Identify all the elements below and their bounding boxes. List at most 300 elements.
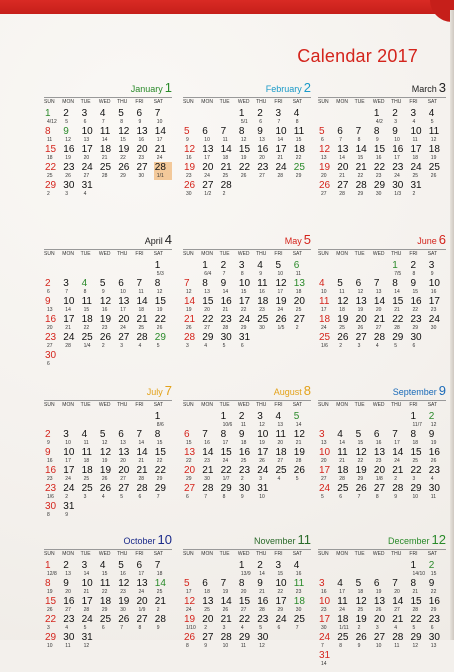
day-number: 1	[410, 560, 417, 571]
lunar-date: 11	[83, 440, 89, 446]
day-number: 19	[355, 614, 367, 625]
day-number: 13	[373, 447, 386, 458]
day-number: 26	[293, 465, 305, 476]
day-cell	[428, 278, 446, 296]
day-cell	[220, 260, 238, 278]
lunar-date: 14	[138, 440, 145, 446]
lunar-date: 10	[412, 494, 419, 500]
lunar-date: 15	[240, 289, 247, 295]
day-cell	[44, 350, 62, 368]
day-cell	[355, 447, 373, 465]
day-number: 18	[81, 465, 93, 476]
day-number: 3	[81, 108, 88, 119]
day-number: 23	[428, 465, 440, 476]
day-number: 13	[355, 296, 367, 307]
day-number: 27	[293, 314, 305, 325]
lunar-date: 12	[357, 289, 364, 295]
day-cell	[373, 296, 391, 314]
day-cell	[256, 483, 274, 501]
day-cell	[428, 429, 446, 447]
lunar-date: 19	[47, 589, 53, 595]
month-name: January	[130, 84, 163, 94]
day-number: 1	[238, 108, 245, 119]
day-cell	[355, 596, 373, 614]
day-number: 12	[319, 144, 331, 155]
day-number: 5	[355, 578, 362, 589]
day-number: 23	[63, 162, 75, 173]
weekday-label: THU	[117, 251, 128, 257]
lunar-date: 22	[412, 307, 419, 313]
lunar-date: 6	[47, 289, 50, 295]
day-number: 11	[81, 296, 92, 307]
weekday-label: TUE	[80, 551, 91, 557]
lunar-date: 15	[430, 571, 437, 577]
day-number: 18	[293, 144, 305, 155]
lunar-date: 6/4	[204, 271, 212, 277]
lunar-date: 2	[65, 494, 69, 500]
day-number: 7	[220, 126, 227, 137]
month-title	[388, 532, 446, 548]
lunar-date: 29	[295, 173, 302, 179]
lunar-date: 7	[204, 494, 208, 500]
day-number: 14	[136, 447, 148, 458]
lunar-date: 16	[101, 307, 108, 313]
day-number: 14	[220, 144, 232, 155]
lunar-date: 15	[156, 440, 163, 446]
lunar-date: 4/2	[375, 119, 383, 125]
days-grid	[44, 260, 172, 370]
day-cell	[355, 632, 373, 650]
lunar-date: 24	[156, 155, 163, 161]
day-number: 25	[428, 162, 440, 173]
days-grid	[183, 411, 311, 521]
day-cell	[117, 429, 135, 447]
day-cell	[81, 483, 99, 501]
lunar-date: 14	[83, 571, 90, 577]
day-cell	[154, 483, 172, 501]
lunar-date: 13	[430, 643, 437, 649]
lunar-date: 8	[375, 494, 379, 500]
day-number: 4	[293, 560, 300, 571]
day-cell	[373, 314, 391, 332]
month-title	[417, 232, 446, 248]
day-number: 26	[275, 314, 287, 325]
lunar-date: 14	[277, 137, 284, 143]
day-number: 20	[184, 465, 196, 476]
lunar-date: 14	[295, 422, 302, 428]
day-cell	[256, 278, 274, 296]
lunar-date: 24	[120, 325, 126, 331]
days-grid	[318, 560, 446, 670]
lunar-date: 17	[120, 307, 126, 313]
lunar-date: 11	[47, 137, 53, 143]
day-cell	[410, 260, 428, 278]
day-cell	[318, 650, 336, 668]
day-cell	[136, 429, 154, 447]
day-cell	[318, 180, 336, 198]
lunar-date: 9	[101, 289, 105, 295]
month-number: 12	[431, 532, 446, 547]
lunar-date: 9	[204, 643, 208, 649]
day-number: 27	[373, 632, 386, 643]
day-cell	[136, 108, 154, 126]
day-cell	[256, 632, 274, 650]
day-cell	[373, 483, 391, 501]
day-cell	[428, 314, 446, 332]
day-cell	[154, 447, 172, 465]
day-number: 6	[373, 429, 380, 440]
lunar-date: 2	[394, 476, 397, 482]
lunar-date: 13	[321, 440, 327, 446]
day-number: 14	[184, 296, 196, 307]
day-cell	[256, 260, 274, 278]
day-cell	[293, 162, 311, 180]
day-number: 13	[136, 578, 148, 589]
day-cell	[44, 180, 62, 198]
day-number: 1	[45, 560, 51, 571]
day-number: 31	[410, 180, 422, 191]
lunar-date: 24	[394, 458, 400, 464]
day-number: 20	[373, 465, 386, 476]
day-number: 26	[184, 632, 196, 643]
lunar-date: 3	[222, 625, 226, 631]
lunar-date: 30	[120, 607, 126, 613]
lunar-date: 5	[156, 343, 160, 349]
day-cell	[44, 278, 62, 296]
day-cell	[373, 447, 391, 465]
day-number: 13	[136, 126, 148, 137]
lunar-date: 12	[156, 289, 163, 295]
day-number: 21	[154, 596, 166, 607]
day-cell	[62, 578, 80, 596]
lunar-date: 16	[47, 458, 53, 464]
month-title	[147, 383, 172, 399]
day-cell	[336, 332, 354, 350]
day-cell	[117, 578, 135, 596]
day-cell	[62, 144, 80, 162]
lunar-date: 2	[339, 343, 343, 349]
day-number: 19	[337, 314, 349, 325]
day-cell	[373, 332, 391, 350]
day-number: 2	[220, 260, 227, 271]
lunar-date: 2	[412, 191, 416, 197]
day-cell	[99, 144, 117, 162]
lunar-date: 13	[375, 289, 382, 295]
day-cell	[410, 162, 428, 180]
lunar-date: 4	[375, 343, 379, 349]
month-june	[318, 232, 446, 372]
day-cell	[62, 296, 80, 314]
weekday-header	[183, 249, 311, 259]
day-number: 22	[202, 314, 214, 325]
day-cell	[336, 126, 354, 144]
lunar-date: 8	[186, 643, 189, 649]
day-cell	[428, 596, 446, 614]
month-number: 5	[303, 232, 311, 247]
day-number: 13	[202, 596, 214, 607]
lunar-date: 22	[120, 155, 126, 161]
day-cell	[391, 314, 409, 332]
day-number: 7	[136, 278, 143, 289]
lunar-date: 9	[240, 494, 244, 500]
lunar-date: 30	[204, 476, 210, 482]
month-name: September	[392, 387, 437, 397]
day-number: 26	[319, 180, 331, 191]
lunar-date: 9	[430, 271, 434, 277]
day-number: 23	[392, 162, 404, 173]
day-number: 1	[154, 411, 161, 422]
day-number: 2	[45, 278, 51, 289]
lunar-date: 24	[321, 325, 327, 331]
weekday-label: TUE	[80, 99, 91, 105]
lunar-date: 3	[375, 625, 379, 631]
day-cell	[318, 278, 336, 296]
day-cell	[117, 447, 135, 465]
weekday-label: TUE	[354, 251, 365, 257]
day-cell	[44, 465, 62, 483]
lunar-date: 14	[259, 571, 265, 577]
weekday-label: FRI	[135, 99, 144, 105]
weekday-label: SUN	[183, 402, 194, 408]
day-cell	[220, 447, 238, 465]
lunar-date: 6	[430, 625, 434, 631]
day-number: 10	[257, 429, 269, 440]
day-cell	[117, 614, 135, 632]
day-number: 1	[202, 260, 208, 271]
day-cell	[81, 126, 99, 144]
lunar-date: 1/6	[321, 343, 328, 349]
day-number: 3	[319, 429, 325, 440]
lunar-date: 1/10	[186, 625, 196, 631]
day-cell	[410, 180, 428, 198]
day-number: 28	[184, 332, 196, 343]
day-number: 7	[136, 429, 143, 440]
weekday-label: FRI	[409, 99, 418, 105]
day-cell	[201, 447, 219, 465]
day-cell	[256, 447, 274, 465]
weekday-label: WED	[98, 251, 111, 257]
day-number: 6	[184, 429, 190, 440]
day-cell	[391, 632, 409, 650]
day-cell	[154, 108, 172, 126]
lunar-date: 16	[259, 289, 265, 295]
day-number: 18	[337, 614, 349, 625]
weekday-label: TUE	[219, 402, 230, 408]
day-cell	[154, 465, 172, 483]
day-cell	[391, 465, 409, 483]
day-cell	[238, 411, 256, 429]
day-cell	[117, 596, 135, 614]
day-cell	[410, 314, 428, 332]
weekday-header	[318, 97, 446, 107]
day-number: 22	[154, 314, 166, 325]
day-number: 15	[410, 596, 422, 607]
lunar-date: 23	[321, 607, 327, 613]
day-number: 21	[392, 465, 404, 476]
day-number: 4	[81, 429, 88, 440]
day-number: 25	[99, 614, 112, 625]
lunar-date: 5	[430, 119, 434, 125]
day-cell	[318, 162, 336, 180]
lunar-date: 23	[430, 307, 437, 313]
day-number: 24	[319, 483, 331, 494]
lunar-date: 17	[186, 589, 192, 595]
month-name: July	[146, 387, 163, 397]
lunar-date: 10	[47, 643, 53, 649]
day-cell	[44, 332, 62, 350]
day-number: 30	[63, 632, 75, 643]
day-number: 9	[45, 447, 51, 458]
day-cell	[136, 296, 154, 314]
weekday-label: THU	[117, 99, 128, 105]
day-cell	[136, 447, 154, 465]
day-cell	[391, 108, 409, 126]
day-cell	[391, 296, 409, 314]
day-cell	[183, 465, 201, 483]
day-number: 19	[118, 596, 130, 607]
lunar-date: 20	[65, 589, 71, 595]
day-number: 12	[118, 578, 130, 589]
day-number: 24	[81, 614, 93, 625]
lunar-date: 9	[47, 440, 50, 446]
day-number: 25	[257, 314, 269, 325]
weekday-label: MON	[336, 551, 348, 557]
day-cell	[81, 560, 99, 578]
lunar-date: 6	[138, 494, 142, 500]
day-number: 1	[410, 411, 417, 422]
day-number: 16	[220, 296, 232, 307]
lunar-date: 27	[259, 173, 265, 179]
lunar-date: 10	[120, 289, 126, 295]
day-cell	[201, 465, 219, 483]
lunar-date: 6	[47, 361, 50, 367]
day-cell	[410, 411, 428, 429]
day-cell	[275, 296, 293, 314]
day-number: 4	[275, 411, 282, 422]
lunar-date: 25	[138, 325, 145, 331]
lunar-date: 22	[186, 458, 192, 464]
day-number: 20	[373, 614, 386, 625]
day-number: 16	[238, 447, 251, 458]
day-number: 25	[99, 162, 112, 173]
weekday-label: THU	[391, 551, 402, 557]
lunar-date: 2	[47, 191, 50, 197]
day-cell	[256, 108, 274, 126]
lunar-date: 28	[412, 607, 419, 613]
weekday-label: WED	[372, 551, 385, 557]
day-number: 23	[257, 162, 269, 173]
lunar-date: 25	[222, 173, 229, 179]
lunar-date: 29	[357, 476, 364, 482]
day-cell	[293, 465, 311, 483]
lunar-date: 30	[259, 325, 265, 331]
lunar-date: 23	[295, 589, 302, 595]
day-cell	[81, 144, 99, 162]
day-number: 24	[81, 162, 93, 173]
day-cell	[220, 332, 238, 350]
day-number: 25	[275, 465, 287, 476]
day-cell	[275, 126, 293, 144]
day-number: 15	[238, 144, 251, 155]
weekday-label: TUE	[219, 99, 230, 105]
day-cell	[136, 162, 154, 180]
day-number: 8	[154, 278, 161, 289]
lunar-date: 20	[321, 173, 327, 179]
day-cell	[391, 429, 409, 447]
lunar-date: 24	[222, 458, 229, 464]
day-cell	[336, 465, 354, 483]
day-cell	[293, 578, 311, 596]
lunar-date: 8	[222, 494, 226, 500]
lunar-date: 4	[394, 625, 397, 631]
day-cell	[81, 296, 99, 314]
day-number: 25	[293, 614, 305, 625]
day-cell	[62, 560, 80, 578]
day-cell	[293, 596, 311, 614]
lunar-date: 23	[186, 173, 192, 179]
weekday-label: MON	[62, 402, 74, 408]
day-cell	[336, 314, 354, 332]
lunar-date: 8	[339, 643, 343, 649]
day-cell	[256, 411, 274, 429]
month-august	[183, 383, 311, 523]
lunar-date: 4	[277, 476, 281, 482]
month-title	[393, 383, 446, 399]
day-cell	[410, 429, 428, 447]
day-number: 15	[154, 296, 166, 307]
day-number: 9	[45, 296, 51, 307]
day-number: 11	[337, 596, 348, 607]
day-number: 26	[337, 332, 349, 343]
day-number: 26	[118, 162, 130, 173]
day-cell	[275, 429, 293, 447]
day-cell	[293, 144, 311, 162]
days-grid	[183, 108, 311, 218]
day-cell	[391, 162, 409, 180]
day-number: 5	[99, 429, 106, 440]
day-cell	[220, 632, 238, 650]
weekday-label: WED	[372, 251, 385, 257]
lunar-date: 10	[204, 137, 210, 143]
lunar-date: 17	[156, 137, 163, 143]
day-number: 9	[220, 278, 227, 289]
lunar-date: 17	[222, 440, 229, 446]
day-number: 11	[275, 429, 286, 440]
day-number: 24	[410, 162, 422, 173]
day-cell	[81, 162, 99, 180]
day-cell	[336, 144, 354, 162]
day-number: 21	[136, 314, 148, 325]
day-cell	[117, 483, 135, 501]
day-cell	[136, 126, 154, 144]
day-number: 12	[275, 278, 287, 289]
day-cell	[238, 447, 256, 465]
day-cell	[318, 126, 336, 144]
lunar-date: 11	[65, 643, 71, 649]
weekday-header	[183, 549, 311, 559]
lunar-date: 11	[339, 289, 345, 295]
day-cell	[201, 578, 219, 596]
day-cell	[44, 483, 62, 501]
day-number: 17	[257, 447, 269, 458]
day-number: 10	[428, 278, 440, 289]
lunar-date: 7/5	[394, 271, 402, 277]
lunar-date: 4	[138, 343, 142, 349]
lunar-date: 2	[204, 625, 208, 631]
day-number: 23	[238, 465, 251, 476]
lunar-date: 22	[277, 589, 284, 595]
day-cell	[238, 596, 256, 614]
